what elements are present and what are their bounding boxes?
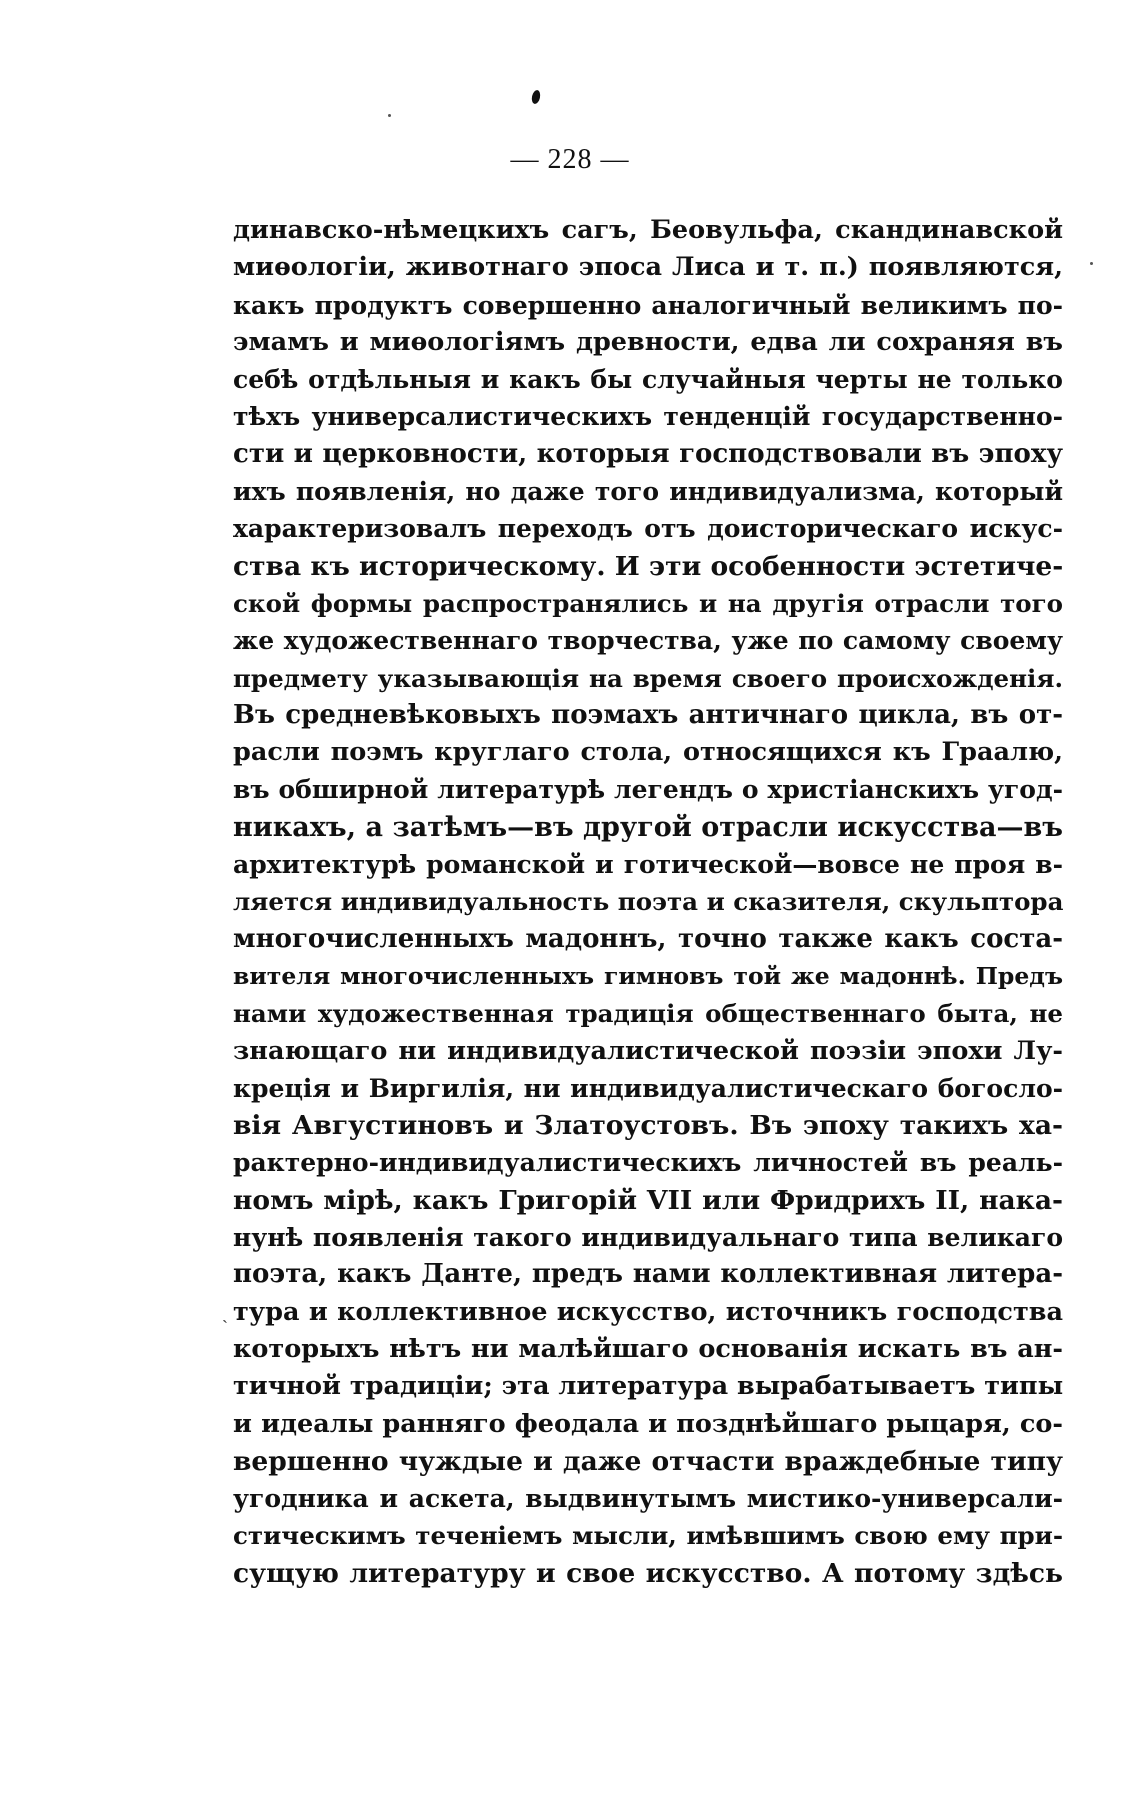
text-line: ства къ историческому. И эти особенности эстетиче- bbox=[233, 550, 1064, 582]
text-line: характеризовалъ переходъ отъ доисторическаго искус- bbox=[233, 514, 1063, 544]
text-line: ляется индивидуальность поэта и сказителя, скульптора bbox=[233, 887, 1064, 917]
text-line: ихъ появленія, но даже того индивидуализма, который bbox=[233, 477, 1063, 507]
text-line: многочисленныхъ мадоннъ, точно также какъ соста- bbox=[233, 923, 1063, 954]
text-line: тура и коллективное искусство, источникъ господства bbox=[233, 1296, 1063, 1327]
text-line: вершенно чуждые и даже отчасти враждебные типу bbox=[233, 1445, 1063, 1477]
text-line: эмамъ и миѳологіямъ древности, едва ли сохраняя въ bbox=[233, 326, 1063, 357]
text-line: вія Августиновъ и Златоустовъ. Въ эпоху такихъ ха- bbox=[233, 1110, 1063, 1142]
text-line: номъ мірѣ, какъ Григорій VII или Фридрихъ II, нака- bbox=[233, 1184, 1063, 1216]
text-line: расли поэмъ круглаго стола, относящихся къ Граалю, bbox=[233, 737, 1063, 768]
margin-mark: ˎ bbox=[222, 1303, 228, 1324]
text-line: ской формы распространялись и на другія отрасли того bbox=[233, 588, 1063, 618]
text-line: стическимъ теченіемъ мысли, имѣвшимъ свою ему при- bbox=[233, 1521, 1063, 1551]
body-text bbox=[233, 212, 1063, 1592]
text-line: и идеалы ранняго феодала и позднѣйшаго рыцаря, со- bbox=[233, 1408, 1063, 1439]
text-line: миѳологіи, животнаго эпоса Лиса и т. п.) появляются, bbox=[233, 252, 1063, 283]
text-line: креція и Виргилія, ни индивидуалистическаго богосло- bbox=[233, 1073, 1063, 1103]
text-line: поэта, какъ Данте, предъ нами коллективная литера- bbox=[233, 1259, 1063, 1290]
text-line: тичной традиціи; эта литература вырабатываетъ типы bbox=[233, 1371, 1064, 1402]
text-line: никахъ, а затѣмъ—въ другой отрасли искусства—въ bbox=[233, 811, 1063, 843]
text-line: сти и церковности, которыя господствовали въ эпоху bbox=[233, 438, 1063, 469]
text-line: рактерно-индивидуалистическихъ личностей въ реаль- bbox=[233, 1148, 1063, 1178]
text-line: нунѣ появленія такого индивидуальнаго типа великаго bbox=[233, 1223, 1063, 1253]
text-line: же художественнаго творчества, уже по самому своему bbox=[233, 626, 1063, 656]
text-line: знающаго ни индивидуалистической поэзіи эпохи Лу- bbox=[233, 1035, 1063, 1066]
text-line: Въ средневѣковыхъ поэмахъ античнаго цикла, въ от- bbox=[233, 699, 1063, 730]
text-line: тѣхъ универсалистическихъ тенденцій государственно- bbox=[233, 402, 1063, 432]
text-line: нами художественная традиція общественнаго быта, не bbox=[233, 999, 1063, 1029]
text-line: которыхъ нѣтъ ни малѣйшаго основанія искать въ ан- bbox=[233, 1333, 1063, 1364]
text-line: себѣ отдѣльныя и какъ бы случайныя черты не только bbox=[233, 365, 1063, 395]
text-line: архитектурѣ романской и готической—вовсе не проя в- bbox=[233, 850, 1063, 880]
text-line: динавско-нѣмецкихъ сагъ, Беовульфа, скандинавской bbox=[233, 215, 1063, 245]
text-line: въ обширной литературѣ легендъ о христіанскихъ угод- bbox=[233, 775, 1063, 805]
text-line: какъ продуктъ совершенно аналогичный великимъ по- bbox=[233, 290, 1063, 320]
text-line: угодника и аскета, выдвинутымъ мистико-универсали- bbox=[233, 1484, 1063, 1514]
paper-speck bbox=[1090, 262, 1093, 265]
text-line: сущую литературу и свое искусство. А потому здѣсь bbox=[233, 1557, 1063, 1589]
text-line: предмету указывающія на время своего происхожденія. bbox=[233, 663, 1063, 693]
page-number: — 228 — bbox=[510, 144, 630, 175]
paper-speck bbox=[388, 114, 391, 117]
ink-blot bbox=[531, 89, 542, 104]
text-line: вителя многочисленныхъ гимновъ той же мадоннѣ. Предъ bbox=[233, 961, 1063, 990]
